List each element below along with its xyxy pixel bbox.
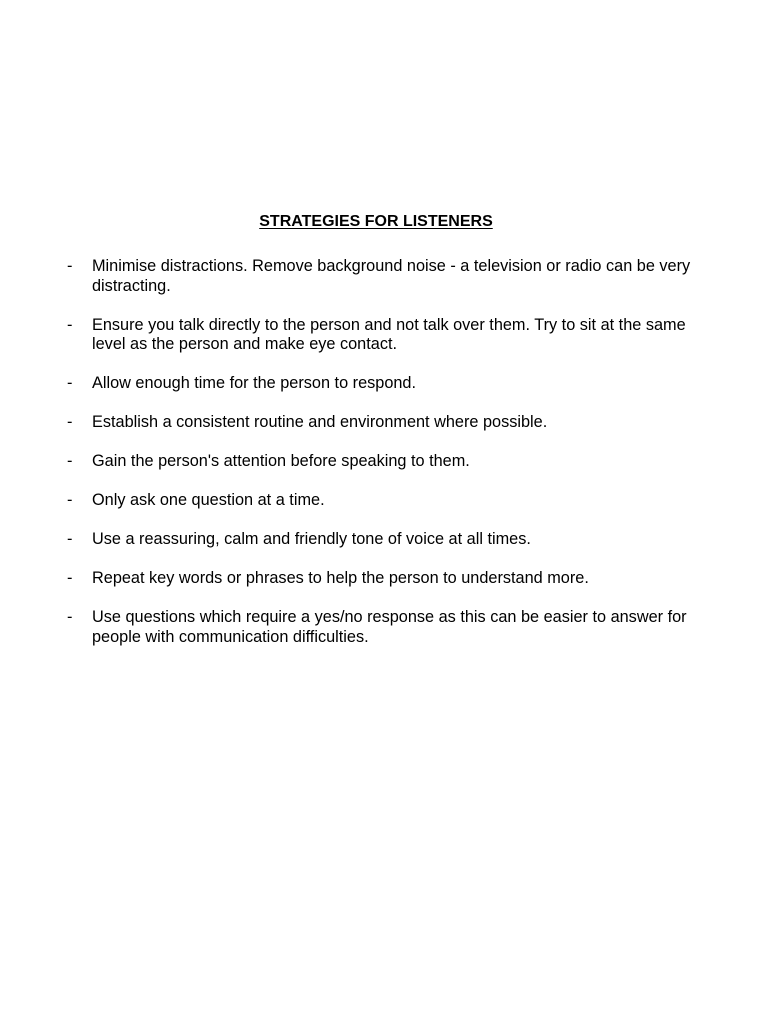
bullet-dash: - (67, 374, 73, 392)
list-item (66, 491, 716, 511)
list-item (66, 413, 716, 433)
list-item-text: Ensure you talk directly to the person and not talk over them. Try to sit at the same level as the person and make eye contact. (92, 315, 686, 353)
bullet-dash: - (67, 413, 73, 431)
list-item-text: Establish a consistent routine and environment where possible. (92, 413, 548, 431)
strategy-list (66, 257, 716, 667)
list-item-text: Gain the person's attention before speaking to them. (92, 452, 470, 470)
bullet-dash: - (67, 569, 73, 587)
list-item-text: Use questions which require a yes/no response as this can be easier to answer for people with communication difficulties. (92, 608, 687, 646)
list-item-text: Minimise distractions. Remove background noise - a television or radio can be very distracting. (92, 257, 691, 295)
list-item (66, 530, 716, 550)
list-item (66, 316, 716, 355)
document-title: STRATEGIES FOR LISTENERS (259, 213, 493, 230)
list-item (66, 374, 716, 394)
list-item (66, 452, 716, 472)
list-item-text: Allow enough time for the person to respond. (92, 374, 417, 392)
bullet-dash: - (67, 608, 73, 626)
bullet-dash: - (67, 315, 73, 334)
bullet-dash: - (67, 491, 73, 509)
bullet-dash: - (67, 530, 73, 548)
list-item-text: Use a reassuring, calm and friendly tone of voice at all times. (92, 530, 531, 548)
list-item-text: Repeat key words or phrases to help the person to understand more. (92, 569, 589, 587)
list-item (66, 257, 716, 296)
bullet-dash: - (67, 452, 73, 470)
list-item-text: Only ask one question at a time. (92, 491, 325, 509)
list-item (66, 608, 716, 647)
bullet-dash: - (67, 257, 73, 275)
list-item (66, 569, 716, 589)
